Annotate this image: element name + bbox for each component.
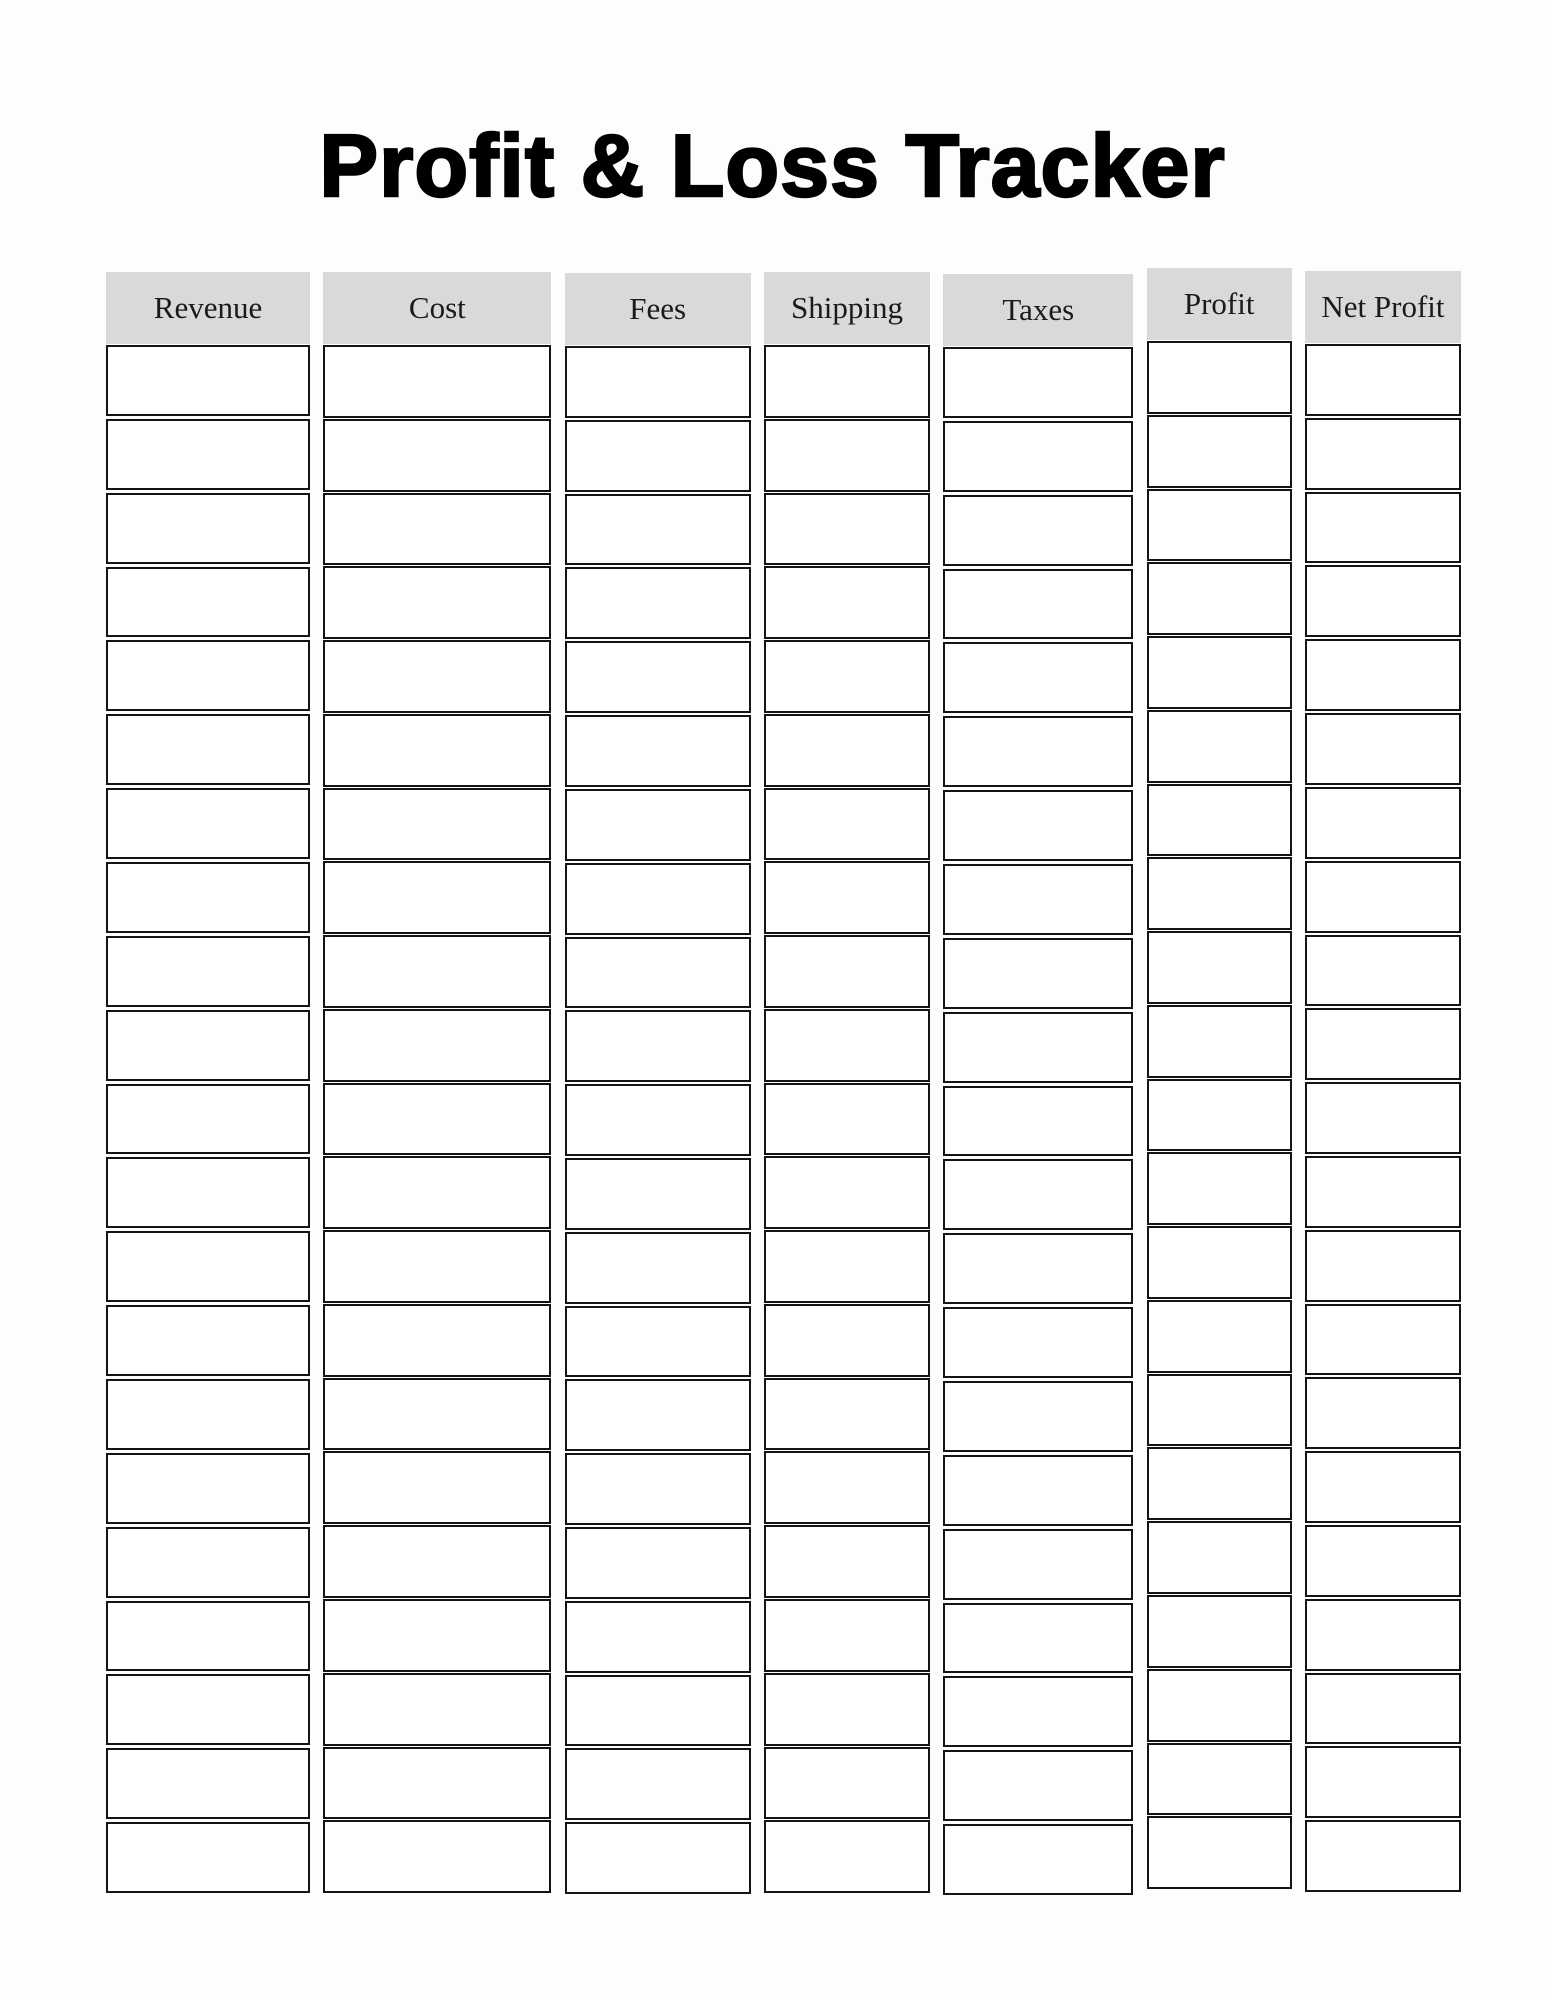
table-cell[interactable]: [1305, 1008, 1461, 1080]
column-header-revenue: Revenue: [106, 272, 310, 344]
page-title: Profit & Loss Tracker: [319, 116, 1226, 215]
table-cell[interactable]: [764, 788, 930, 861]
table-cell[interactable]: [323, 1525, 551, 1598]
table-cell[interactable]: [565, 1527, 751, 1599]
table-cell[interactable]: [943, 1086, 1133, 1157]
table-cell[interactable]: [764, 1230, 930, 1303]
column-cost: [323, 272, 551, 1893]
table-cell[interactable]: [106, 1084, 310, 1155]
table-cell[interactable]: [1147, 1595, 1292, 1668]
table-cell[interactable]: [565, 346, 751, 418]
table-cell[interactable]: [106, 1748, 310, 1819]
table-cell[interactable]: [764, 1820, 930, 1893]
table-cell[interactable]: [764, 1083, 930, 1156]
table-cell[interactable]: [1305, 1673, 1461, 1745]
table-cell[interactable]: [943, 421, 1133, 492]
table-cell[interactable]: [1147, 710, 1292, 783]
table-cell[interactable]: [1147, 1226, 1292, 1299]
table-cell[interactable]: [1147, 415, 1292, 488]
table-cell[interactable]: [565, 715, 751, 787]
table-cell[interactable]: [106, 567, 310, 638]
table-cell[interactable]: [1147, 1079, 1292, 1152]
table-cell[interactable]: [1147, 1152, 1292, 1225]
table-cell[interactable]: [1305, 713, 1461, 785]
table-cell[interactable]: [1147, 489, 1292, 562]
table-cell[interactable]: [943, 1455, 1133, 1526]
table-cell[interactable]: [323, 1673, 551, 1746]
table-cell[interactable]: [106, 1527, 310, 1598]
table-cell[interactable]: [943, 864, 1133, 935]
table-cell[interactable]: [1305, 344, 1461, 416]
table-cell[interactable]: [1305, 1525, 1461, 1597]
table-cell[interactable]: [1147, 1743, 1292, 1816]
table-cell[interactable]: [764, 935, 930, 1008]
table-cell[interactable]: [1147, 1374, 1292, 1447]
table-cell[interactable]: [1305, 418, 1461, 490]
table-cell[interactable]: [764, 1747, 930, 1820]
table-cell[interactable]: [1305, 1746, 1461, 1818]
table-cell[interactable]: [764, 1599, 930, 1672]
table-cell[interactable]: [106, 1305, 310, 1376]
table-cell[interactable]: [1305, 1377, 1461, 1449]
table-cell[interactable]: [323, 1451, 551, 1524]
table-cell[interactable]: [565, 937, 751, 1009]
table-cell[interactable]: [943, 790, 1133, 861]
table-cell[interactable]: [565, 641, 751, 713]
column-shipping: [764, 272, 930, 1893]
table-cell[interactable]: [323, 493, 551, 566]
table-cell[interactable]: [106, 1379, 310, 1450]
table-cell[interactable]: [106, 936, 310, 1007]
table-cell[interactable]: [764, 640, 930, 713]
table-cell[interactable]: [1305, 1082, 1461, 1154]
table-cell[interactable]: [106, 640, 310, 711]
table-cell[interactable]: [1147, 1005, 1292, 1078]
table-cell[interactable]: [323, 1156, 551, 1229]
column-net-profit: [1305, 271, 1461, 1892]
table-cell[interactable]: [943, 1233, 1133, 1304]
column-header-taxes: Taxes: [943, 274, 1133, 346]
table-cell[interactable]: [764, 1451, 930, 1524]
column-net-profit-cells: [1305, 344, 1461, 1892]
table-cell[interactable]: [764, 493, 930, 566]
table-cell[interactable]: [1305, 861, 1461, 933]
table-cell[interactable]: [943, 1012, 1133, 1083]
table-cell[interactable]: [943, 1824, 1133, 1895]
table-cell[interactable]: [1147, 1669, 1292, 1742]
table-cell[interactable]: [323, 1304, 551, 1377]
table-cell[interactable]: [565, 863, 751, 935]
table-cell[interactable]: [323, 935, 551, 1008]
table-cell[interactable]: [764, 566, 930, 639]
table-cell[interactable]: [1305, 1304, 1461, 1376]
table-cell[interactable]: [565, 494, 751, 566]
table-cell[interactable]: [323, 1009, 551, 1082]
table-cell[interactable]: [943, 1603, 1133, 1674]
column-profit-cells: [1147, 341, 1292, 1889]
table-cell[interactable]: [1147, 562, 1292, 635]
table-cell[interactable]: [323, 345, 551, 418]
table-cell[interactable]: [1147, 1521, 1292, 1594]
table-cell[interactable]: [943, 642, 1133, 713]
table-cell[interactable]: [106, 1453, 310, 1524]
column-taxes: [943, 274, 1133, 1895]
table-cell[interactable]: [943, 938, 1133, 1009]
table-cell[interactable]: [565, 1675, 751, 1747]
column-taxes-cells: [943, 347, 1133, 1895]
table-cell[interactable]: [106, 788, 310, 859]
table-cell[interactable]: [1305, 639, 1461, 711]
table-cell[interactable]: [106, 1157, 310, 1228]
table-cell[interactable]: [764, 1156, 930, 1229]
column-header-shipping: Shipping: [764, 272, 930, 344]
table-cell[interactable]: [1305, 935, 1461, 1007]
table-cell[interactable]: [1305, 1599, 1461, 1671]
table-cell[interactable]: [565, 1379, 751, 1451]
table-cell[interactable]: [1147, 1816, 1292, 1889]
table-cell[interactable]: [764, 861, 930, 934]
table-cell[interactable]: [565, 1453, 751, 1525]
table-cell[interactable]: [106, 419, 310, 490]
table-cell[interactable]: [323, 1747, 551, 1820]
table-cell[interactable]: [106, 1822, 310, 1893]
table-cell[interactable]: [943, 1307, 1133, 1378]
table-cell[interactable]: [106, 1601, 310, 1672]
table-cell[interactable]: [1305, 1820, 1461, 1892]
table-cell[interactable]: [1305, 492, 1461, 564]
table-cell[interactable]: [565, 420, 751, 492]
table-cell[interactable]: [106, 493, 310, 564]
table-cell[interactable]: [1147, 341, 1292, 414]
table-cell[interactable]: [565, 789, 751, 861]
table-cell[interactable]: [323, 1083, 551, 1156]
column-fees: [565, 273, 751, 1894]
table-cell[interactable]: [565, 1601, 751, 1673]
table-cell[interactable]: [1305, 1230, 1461, 1302]
table-cell[interactable]: [1147, 784, 1292, 857]
column-header-cost: Cost: [323, 272, 551, 344]
table-cell[interactable]: [323, 788, 551, 861]
table-cell[interactable]: [323, 861, 551, 934]
table-cell[interactable]: [323, 566, 551, 639]
table-cell[interactable]: [943, 1676, 1133, 1747]
table-cell[interactable]: [943, 1750, 1133, 1821]
table-cell[interactable]: [764, 1525, 930, 1598]
table-cell[interactable]: [565, 1084, 751, 1156]
column-header-profit: Profit: [1147, 268, 1292, 340]
table-cell[interactable]: [323, 419, 551, 492]
table-cell[interactable]: [106, 1010, 310, 1081]
table-cell[interactable]: [323, 714, 551, 787]
table-cell[interactable]: [106, 1674, 310, 1745]
table-cell[interactable]: [1305, 1156, 1461, 1228]
table-cell[interactable]: [1147, 857, 1292, 930]
table-cell[interactable]: [764, 1673, 930, 1746]
column-profit: [1147, 268, 1292, 1889]
table-cell[interactable]: [323, 1378, 551, 1451]
table-cell[interactable]: [943, 716, 1133, 787]
table-cell[interactable]: [106, 714, 310, 785]
column-header-net-profit: Net Profit: [1305, 271, 1461, 343]
column-header-fees: Fees: [565, 273, 751, 345]
tracker-table: [106, 272, 1461, 1893]
table-cell[interactable]: [764, 714, 930, 787]
table-cell[interactable]: [1305, 565, 1461, 637]
table-cell[interactable]: [565, 1158, 751, 1230]
table-cell[interactable]: [1305, 787, 1461, 859]
table-cell[interactable]: [943, 1529, 1133, 1600]
table-cell[interactable]: [323, 640, 551, 713]
column-cost-cells: [323, 345, 551, 1893]
table-cell[interactable]: [1147, 1447, 1292, 1520]
column-revenue: [106, 272, 310, 1893]
table-cell[interactable]: [565, 1232, 751, 1304]
table-cell[interactable]: [323, 1599, 551, 1672]
table-cell[interactable]: [1305, 1451, 1461, 1523]
table-cell[interactable]: [323, 1820, 551, 1893]
column-shipping-cells: [764, 345, 930, 1893]
table-cell[interactable]: [764, 345, 930, 418]
table-cell[interactable]: [565, 1748, 751, 1820]
table-cell[interactable]: [943, 495, 1133, 566]
table-cell[interactable]: [764, 419, 930, 492]
table-cell[interactable]: [323, 1230, 551, 1303]
table-cell[interactable]: [764, 1304, 930, 1377]
table-cell[interactable]: [106, 345, 310, 416]
table-cell[interactable]: [1147, 636, 1292, 709]
table-cell[interactable]: [943, 347, 1133, 418]
table-cell[interactable]: [943, 569, 1133, 640]
table-cell[interactable]: [565, 1010, 751, 1082]
table-cell[interactable]: [764, 1378, 930, 1451]
table-cell[interactable]: [1147, 931, 1292, 1004]
table-cell[interactable]: [943, 1381, 1133, 1452]
table-cell[interactable]: [565, 1822, 751, 1894]
column-fees-cells: [565, 346, 751, 1894]
table-cell[interactable]: [1147, 1300, 1292, 1373]
table-cell[interactable]: [565, 1306, 751, 1378]
table-cell[interactable]: [565, 567, 751, 639]
table-cell[interactable]: [106, 1231, 310, 1302]
table-cell[interactable]: [106, 862, 310, 933]
table-cell[interactable]: [764, 1009, 930, 1082]
table-cell[interactable]: [943, 1159, 1133, 1230]
column-revenue-cells: [106, 345, 310, 1893]
